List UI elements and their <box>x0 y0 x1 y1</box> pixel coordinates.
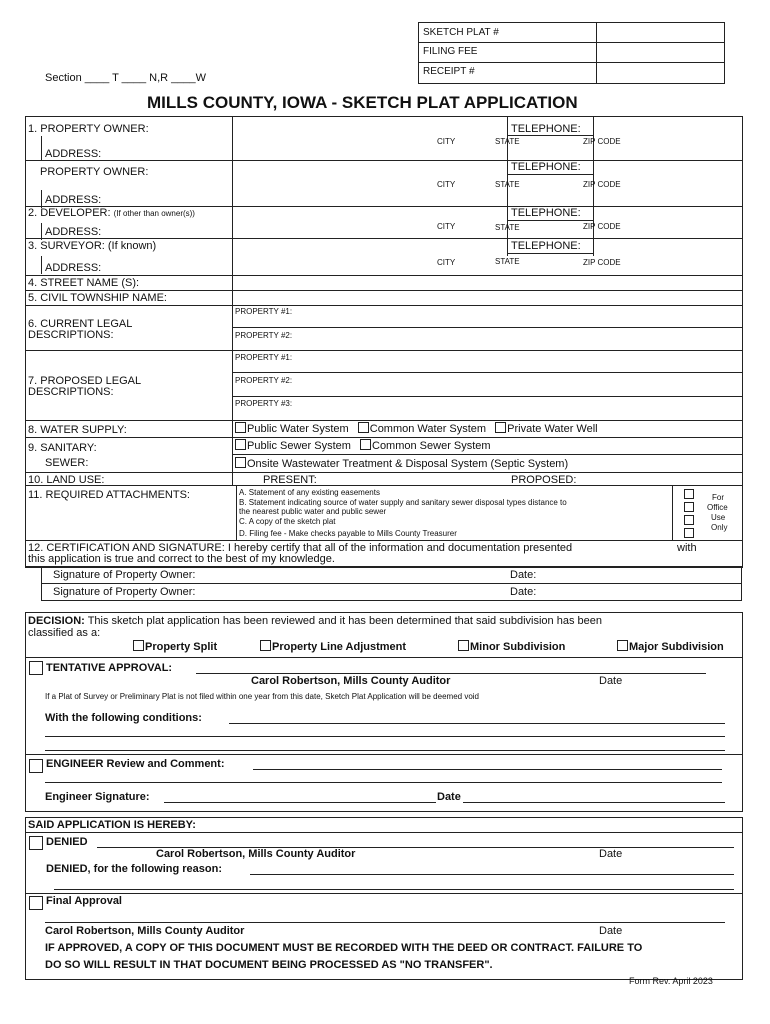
land-use-label: 10. LAND USE: <box>28 474 105 486</box>
final-approval-label: Final Approval <box>46 895 122 907</box>
engineer-signature-label: Engineer Signature: <box>45 791 150 803</box>
engineer-review-label: ENGINEER Review and Comment: <box>46 758 225 770</box>
attachment-c-checkbox[interactable] <box>684 515 694 525</box>
property-line-checkbox[interactable] <box>260 640 271 651</box>
zip-label-2: ZIP CODE <box>583 180 621 189</box>
page-title: MILLS COUNTY, IOWA - SKETCH PLAT APPLICATION <box>147 93 578 112</box>
auditor-name-1: Carol Robertson, Mills County Auditor <box>251 675 451 687</box>
telephone-label-1: TELEPHONE: <box>511 123 581 135</box>
receipt-label: RECEIPT # <box>423 66 475 77</box>
city-label-1: CITY <box>437 137 456 146</box>
public-sewer-checkbox[interactable] <box>235 439 246 450</box>
state-label-1: STATE <box>495 137 520 146</box>
property-line-option: Property Line Adjustment <box>260 640 406 653</box>
telephone-label-4: TELEPHONE: <box>511 240 581 252</box>
attachment-d-checkbox[interactable] <box>684 528 694 538</box>
denied-reason-label: DENIED, for the following reason: <box>46 863 223 875</box>
attachment-c: C. A copy of the sketch plat <box>239 517 336 526</box>
office-only-4: Only <box>711 523 728 532</box>
property-split-checkbox[interactable] <box>133 640 144 651</box>
street-name-label: 4. STREET NAME (S): <box>28 277 140 289</box>
attachment-b-2: the nearest public water and public sewer <box>239 507 387 516</box>
auditor-name-3: Carol Robertson, Mills County Auditor <box>45 925 245 937</box>
minor-subdivision-option: Minor Subdivision <box>458 640 565 653</box>
attachment-a: A. Statement of any existing easements <box>239 488 380 497</box>
engineer-review-line-2[interactable] <box>45 782 722 783</box>
final-section <box>25 817 743 980</box>
current-property-2-label: PROPERTY #2: <box>235 331 293 340</box>
date-label-2: Date: <box>510 586 537 598</box>
denied-date-label: Date <box>599 848 623 860</box>
septic-checkbox[interactable] <box>235 457 246 468</box>
engineer-review-line[interactable] <box>253 769 722 770</box>
water-options: Public Water System Common Water System Private Water Well <box>235 422 598 435</box>
proposed-property-1-label: PROPERTY #1: <box>235 353 293 362</box>
attachment-a-checkbox[interactable] <box>684 489 694 499</box>
attachments-label: 11. REQUIRED ATTACHMENTS: <box>28 489 190 501</box>
telephone-label-3: TELEPHONE: <box>511 207 581 219</box>
present-label: PRESENT: <box>263 474 317 486</box>
attachment-b: B. Statement indicating source of water supply and sanitary sewer disposal types distance to <box>239 498 567 507</box>
engineer-date-label: Date <box>437 791 461 803</box>
proposed-legal-label: 7. PROPOSED LEGAL <box>28 375 142 387</box>
proposed-property-3-label: PROPERTY #3: <box>235 399 293 408</box>
public-water-checkbox[interactable] <box>235 422 246 433</box>
city-label-4: CITY <box>437 258 456 267</box>
conditions-line-1[interactable] <box>229 723 725 724</box>
conditions-line-2[interactable] <box>45 736 725 737</box>
state-label-2: STATE <box>495 180 520 189</box>
minor-subdivision-checkbox[interactable] <box>458 640 469 651</box>
common-water-checkbox[interactable] <box>358 422 369 433</box>
tentative-approval-line[interactable] <box>196 673 706 674</box>
property-owner-label: 1. PROPERTY OWNER: <box>28 123 149 135</box>
major-subdivision-checkbox[interactable] <box>617 640 628 651</box>
address-label-3: ADDRESS: <box>45 226 102 238</box>
engineer-review-checkbox[interactable] <box>29 759 43 773</box>
septic-option: Onsite Wastewater Treatment & Disposal System (Septic System) <box>235 457 568 470</box>
auditor-name-2: Carol Robertson, Mills County Auditor <box>156 848 356 860</box>
owner-signature-1-label: Signature of Property Owner: <box>53 569 196 581</box>
office-box-divider <box>596 22 597 83</box>
date-label-1: Date: <box>510 569 537 581</box>
denied-reason-line[interactable] <box>250 874 734 875</box>
filing-fee-label: FILING FEE <box>423 46 478 57</box>
common-sewer-checkbox[interactable] <box>360 439 371 450</box>
engineer-date-line[interactable] <box>463 802 725 803</box>
telephone-label-2: TELEPHONE: <box>511 161 581 173</box>
developer-note: (If other than owner(s)) <box>113 209 195 218</box>
property-owner-2-label: PROPERTY OWNER: <box>40 166 149 178</box>
current-property-1-label: PROPERTY #1: <box>235 307 293 316</box>
sketch-plat-label: SKETCH PLAT # <box>423 27 499 38</box>
conditions-label: With the following conditions: <box>45 712 202 724</box>
sanitary-label: 9. SANITARY: <box>28 442 97 454</box>
tentative-date-label: Date <box>599 675 623 687</box>
zip-label-4: ZIP CODE <box>583 258 621 267</box>
final-approval-line[interactable] <box>45 922 725 923</box>
attachment-d: D. Filing fee - Make checks payable to Mills County Treasurer <box>239 529 457 538</box>
certification-text-2: this application is true and correct to the best of my knowledge. <box>28 553 335 565</box>
certification-text: 12. CERTIFICATION AND SIGNATURE: I hereby certify that all of the information and documentation presented <box>28 542 573 554</box>
conditions-line-3[interactable] <box>45 750 725 751</box>
property-split-option: Property Split <box>133 640 217 653</box>
zip-label-1: ZIP CODE <box>583 137 621 146</box>
proposed-legal-label-2: DESCRIPTIONS: <box>28 386 114 398</box>
final-approval-checkbox[interactable] <box>29 896 43 910</box>
surveyor-label: 3. SURVEYOR: (If known) <box>28 240 157 252</box>
recording-notice-2: DO SO WILL RESULT IN THAT DOCUMENT BEING PROCESSED AS "NO TRANSFER". <box>45 959 493 971</box>
engineer-signature-line[interactable] <box>164 802 436 803</box>
tentative-approval-label: TENTATIVE APPROVAL: <box>46 662 173 674</box>
proposed-label: PROPOSED: <box>511 474 577 486</box>
major-subdivision-option: Major Subdivision <box>617 640 724 653</box>
address-label-1: ADDRESS: <box>45 148 102 160</box>
decision-label: DECISION: <box>28 615 85 627</box>
tentative-approval-checkbox[interactable] <box>29 661 43 675</box>
current-legal-label-2: DESCRIPTIONS: <box>28 329 114 341</box>
township-label: 5. CIVIL TOWNSHIP NAME: <box>28 292 167 304</box>
water-supply-label: 8. WATER SUPPLY: <box>28 424 127 436</box>
zip-label-3: ZIP CODE <box>583 222 621 231</box>
said-application-label: SAID APPLICATION IS HEREBY: <box>28 819 196 831</box>
private-well-checkbox[interactable] <box>495 422 506 433</box>
decision-text-2: classified as a: <box>28 627 101 639</box>
address-label-4: ADDRESS: <box>45 262 102 274</box>
developer-label: 2. DEVELOPER: (If other than owner(s)) <box>28 207 195 219</box>
denied-reason-line-2[interactable] <box>54 889 734 890</box>
office-only-3: Use <box>711 513 726 522</box>
office-only-2: Office <box>707 503 728 512</box>
recording-notice: IF APPROVED, A COPY OF THIS DOCUMENT MUST BE RECORDED WITH THE DEED OR CONTRACT. FAILURE TO <box>45 942 643 954</box>
form-revision: Form Rev. April 2023 <box>629 976 713 986</box>
state-label-3: STATE <box>495 223 520 232</box>
sewer-options: Public Sewer System Common Sewer System <box>235 439 491 452</box>
proposed-property-2-label: PROPERTY #2: <box>235 376 293 385</box>
final-date-label: Date <box>599 925 623 937</box>
current-legal-label: 6. CURRENT LEGAL <box>28 318 133 330</box>
certification-with: with <box>677 542 697 554</box>
denied-checkbox[interactable] <box>29 836 43 850</box>
denied-label: DENIED <box>46 836 88 848</box>
sewer-label: SEWER: <box>45 457 89 469</box>
state-label-4: STATE <box>495 257 520 266</box>
void-note: If a Plat of Survey or Preliminary Plat is not filed within one year from this date, Sketch Plat Application will be deemed void <box>45 692 479 701</box>
address-label-2: ADDRESS: <box>45 194 102 206</box>
city-label-2: CITY <box>437 180 456 189</box>
city-label-3: CITY <box>437 222 456 231</box>
attachment-b-checkbox[interactable] <box>684 502 694 512</box>
decision-text: DECISION: This sketch plat application has been reviewed and it has been determined that said subdivision has been <box>28 615 602 627</box>
section-line: Section ____ T ____ N,R ____W <box>45 72 207 84</box>
owner-signature-2-label: Signature of Property Owner: <box>53 586 196 598</box>
office-only-1: For <box>712 493 724 502</box>
